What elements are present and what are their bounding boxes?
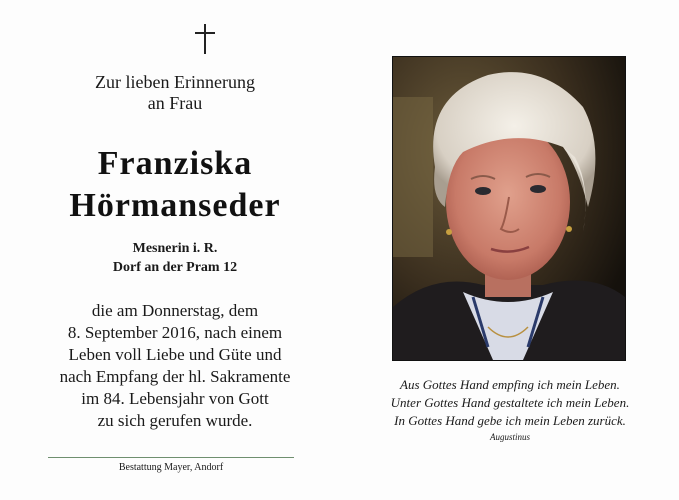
portrait-illustration [393, 57, 625, 360]
portrait-photo [392, 56, 626, 361]
notice-line: 8. September 2016, nach einem [67, 323, 283, 342]
intro-line: Zur lieben Erinnerung [95, 72, 255, 92]
quote-line: In Gottes Hand gebe ich mein Leben zurück. [394, 413, 626, 428]
notice-line: im 84. Lebensjahr von Gott [81, 389, 269, 408]
quote-line: Unter Gottes Hand gestaltete ich mein Leben. [390, 395, 630, 410]
quote-text [365, 376, 655, 430]
undertaker-name: Bestattung Mayer, Andorf [118, 462, 224, 473]
deceased-details [40, 239, 310, 277]
intro-text [40, 72, 310, 114]
footer-divider [48, 457, 294, 458]
first-name: Franziska [97, 145, 253, 182]
notice-line: zu sich gerufen wurde. [97, 411, 253, 430]
occupation: Mesnerin i. R. [132, 241, 218, 256]
quote-author: Augustinus [489, 432, 530, 442]
quote-line: Aus Gottes Hand empfing ich mein Leben. [400, 377, 620, 392]
notice-line: Leben voll Liebe und Güte und [68, 345, 282, 364]
last-name: Hörmanseder [69, 187, 281, 224]
deceased-name [40, 143, 310, 227]
address: Dorf an der Pram 12 [112, 260, 238, 275]
cross-icon [195, 24, 215, 54]
notice-line: nach Empfang der hl. Sakramente [59, 367, 291, 386]
death-notice-text [40, 300, 310, 432]
notice-line: die am Donnerstag, dem [91, 301, 259, 320]
intro-line: an Frau [147, 93, 203, 113]
